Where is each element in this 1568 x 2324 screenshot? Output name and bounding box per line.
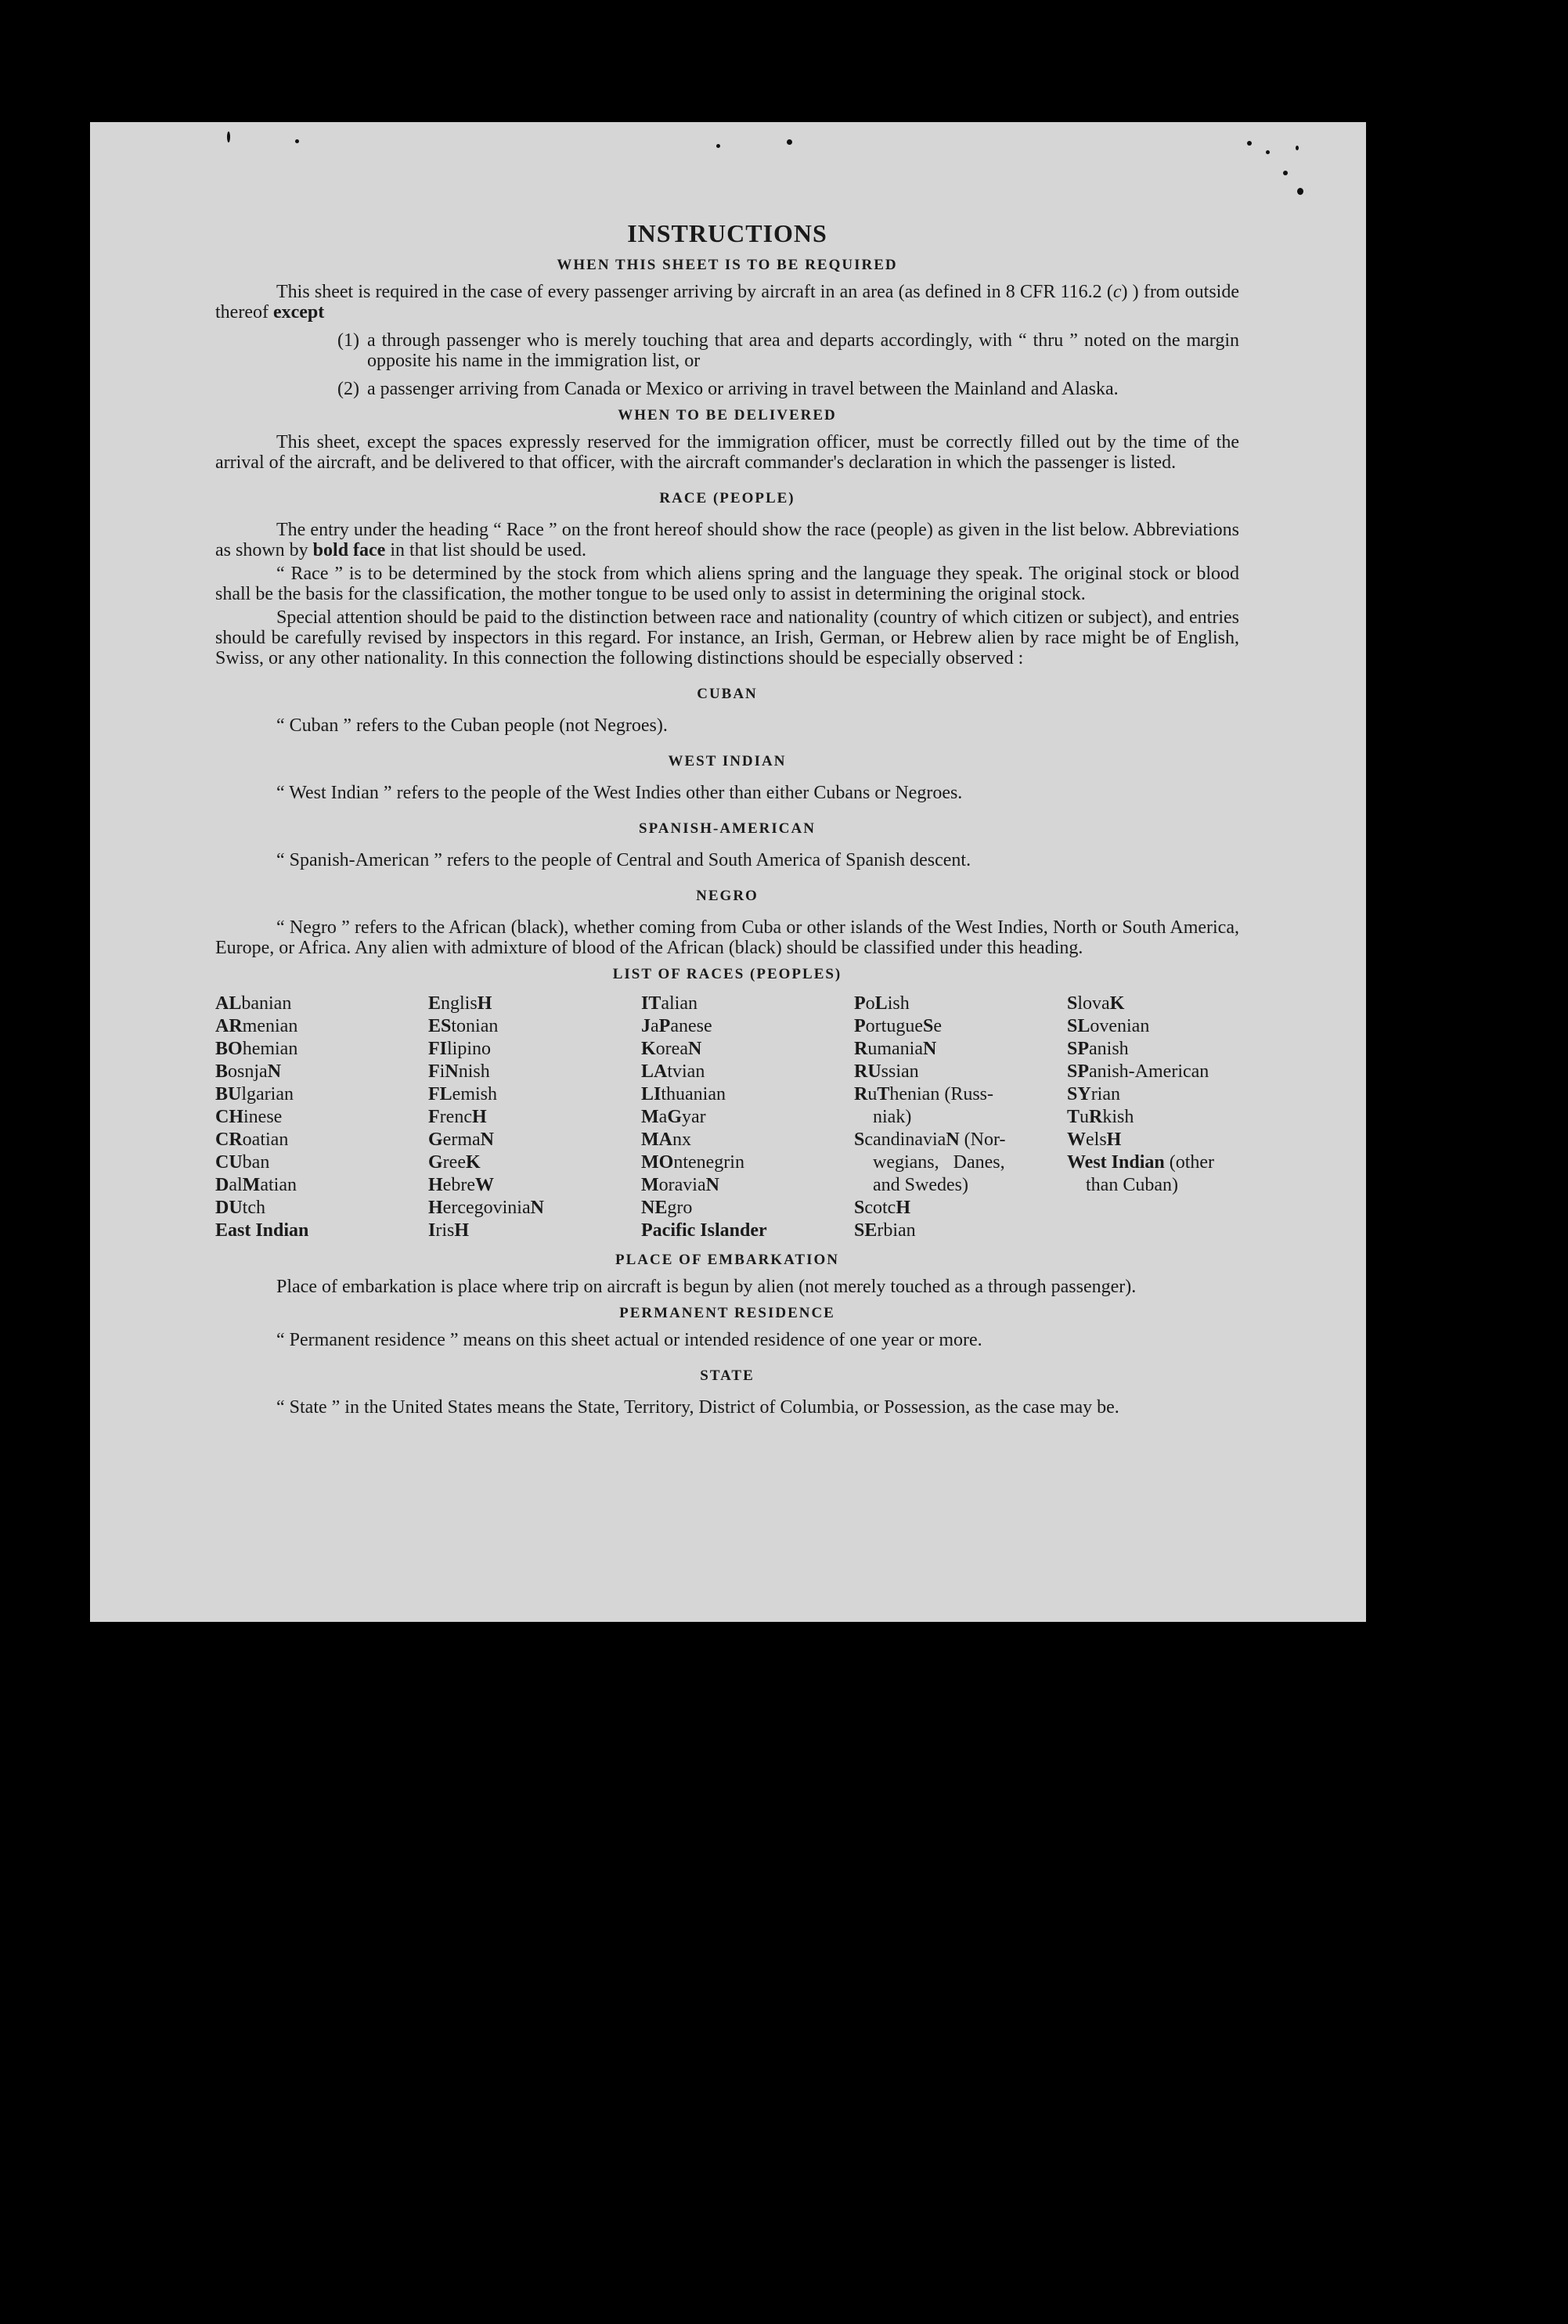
item-number: (1)	[337, 330, 359, 351]
race-entry: MaGyar	[641, 1107, 706, 1127]
ink-speck	[227, 132, 230, 142]
negro-text: “ Negro ” refers to the African (black), whether coming from Cuba or other islands of the West Indies, North or South America, Europe, or Africa. Any alien with admixture of blood of the African (black) should be classified under this heading.	[215, 917, 1239, 958]
race-entry: MAnx	[641, 1130, 691, 1150]
race-entry: GermaN	[428, 1130, 494, 1150]
race-paragraph-2: “ Race ” is to be determined by the stock from which aliens spring and the language they speak. The original stock or blood shall be the basis for the classification, the mother tongue to be used only to assist in determining the original stock.	[215, 564, 1239, 604]
race-entry: FiNnish	[428, 1061, 490, 1082]
race-entry: FLemish	[428, 1084, 497, 1104]
spanish-american-text: “ Spanish-American ” refers to the people of Central and South America of Spanish descent.	[276, 850, 971, 870]
race-entry: LAtvian	[641, 1061, 705, 1082]
race-entry: BosnjaN	[215, 1061, 282, 1082]
race-entry: IrisH	[428, 1220, 470, 1241]
race-entry: JaPanese	[641, 1016, 712, 1036]
race-entry: ScotcH	[854, 1198, 911, 1218]
race-entry: HebreW	[428, 1175, 494, 1195]
race-entry: ARmenian	[215, 1016, 298, 1036]
races-column	[215, 993, 428, 1242]
when-delivered-text: This sheet, except the spaces expressly reserved for the immigration officer, must be correctly filled out by the time of the arrival of the aircraft, and be delivered to that officer, with the aircraft commander's declaration in which the passenger is listed.	[215, 432, 1239, 473]
race-entry: HercegoviniaN	[428, 1198, 544, 1218]
race-entry-continued: wegians, Danes,	[873, 1152, 1005, 1173]
ink-speck	[716, 144, 720, 148]
heading-spanish-american: SPANISH-AMERICAN	[639, 820, 816, 837]
embarkation-text: Place of embarkation is place where trip on aircraft is begun by alien (not merely touched as a through passenger).	[276, 1277, 1137, 1297]
heading-embarkation: PLACE OF EMBARKATION	[615, 1252, 839, 1268]
race-entry: SlovaK	[1067, 993, 1125, 1014]
race-entry: KoreaN	[641, 1039, 702, 1059]
state-text: “ State ” in the United States means the State, Territory, District of Columbia, or Possession, as the case may be.	[276, 1397, 1119, 1418]
ink-speck	[1266, 150, 1270, 154]
race-entry: West Indian (other	[1067, 1152, 1215, 1173]
race-entry: SErbian	[854, 1220, 916, 1241]
race-entry: FrencH	[428, 1107, 487, 1127]
races-column	[854, 993, 1067, 1242]
race-entry: BOhemian	[215, 1039, 298, 1059]
heading-state: STATE	[700, 1367, 755, 1384]
race-entry: LIthuanian	[641, 1084, 726, 1104]
race-entry: SLovenian	[1067, 1016, 1150, 1036]
exception-item-1	[337, 330, 1239, 371]
race-paragraph-1: The entry under the heading “ Race ” on the front hereof should show the race (people) as given in the list below. Abbreviations as shown by bold face in that list should be used.	[215, 520, 1239, 560]
race-entry: GreeK	[428, 1152, 481, 1173]
race-entry: WelsH	[1067, 1130, 1122, 1150]
race-entry: RUssian	[854, 1061, 919, 1082]
race-entry: ScandinaviaN (Nor-	[854, 1130, 1006, 1150]
ink-speck	[295, 139, 299, 143]
race-entry: SPanish	[1067, 1039, 1129, 1059]
cuban-text: “ Cuban ” refers to the Cuban people (not Negroes).	[276, 715, 668, 736]
race-entry: EStonian	[428, 1016, 499, 1036]
race-entry: RumaniaN	[854, 1039, 937, 1059]
race-entry: SYrian	[1067, 1084, 1120, 1104]
heading-when-required: WHEN THIS SHEET IS TO BE REQUIRED	[557, 257, 898, 273]
race-entry: CRoatian	[215, 1130, 289, 1150]
document-page	[90, 122, 1366, 1622]
race-entry: Pacific Islander	[641, 1220, 767, 1241]
race-entry: MoraviaN	[641, 1175, 719, 1195]
ink-speck	[1247, 141, 1252, 146]
race-entry: PortugueSe	[854, 1016, 942, 1036]
item-text: a passenger arriving from Canada or Mexico or arriving in travel between the Mainland and Alaska.	[367, 379, 1119, 399]
heading-list-of-races: LIST OF RACES (PEOPLES)	[612, 966, 842, 982]
races-column	[428, 993, 641, 1242]
race-paragraph-3: Special attention should be paid to the distinction between race and nationality (country of which citizen or subject), and entries should be carefully revised by inspectors in this regard. For instance, an Irish, German, or Hebrew alien by race might be of English, Swiss, or any other nationality. In this connection the following distinctions should be especially observed :	[215, 607, 1239, 668]
permanent-residence-text: “ Permanent residence ” means on this sheet actual or intended residence of one year or more.	[276, 1330, 982, 1350]
when-required-intro: This sheet is required in the case of every passenger arriving by aircraft in an area (as defined in 8 CFR 116.2 (c) ) from outside thereof except	[215, 282, 1239, 322]
races-column	[1067, 993, 1239, 1242]
race-entry: CHinese	[215, 1107, 283, 1127]
race-entry-continued: than Cuban)	[1086, 1175, 1178, 1195]
heading-cuban: CUBAN	[697, 686, 758, 702]
ink-speck	[787, 139, 792, 145]
heading-west-indian: WEST INDIAN	[668, 753, 787, 769]
heading-race: RACE (PEOPLE)	[659, 490, 795, 506]
item-number: (2)	[337, 379, 359, 399]
race-entry: FIlipino	[428, 1039, 492, 1059]
race-entry: ITalian	[641, 993, 697, 1014]
race-entry: EnglisH	[428, 993, 492, 1014]
ink-speck	[1296, 146, 1299, 150]
race-entry: RuThenian (Russ-	[854, 1084, 994, 1104]
race-entry-continued: and Swedes)	[873, 1175, 968, 1195]
race-entry: SPanish-American	[1067, 1061, 1209, 1082]
item-text: a through passenger who is merely touching that area and departs accordingly, with “ thru ” noted on the margin opposite his name in the immigration list, or	[367, 330, 1239, 371]
race-entry: NEgro	[641, 1198, 693, 1218]
race-entry: BUlgarian	[215, 1084, 294, 1104]
race-entry: MOntenegrin	[641, 1152, 744, 1173]
race-entry: CUban	[215, 1152, 270, 1173]
race-entry: TuRkish	[1067, 1107, 1134, 1127]
race-entry: DUtch	[215, 1198, 265, 1218]
races-column	[641, 993, 854, 1242]
west-indian-text: “ West Indian ” refers to the people of the West Indies other than either Cubans or Negroes.	[276, 783, 963, 803]
races-table	[215, 993, 1239, 1242]
heading-when-delivered: WHEN TO BE DELIVERED	[618, 407, 837, 423]
exception-item-2	[337, 379, 1239, 399]
race-entry: DalMatian	[215, 1175, 297, 1195]
race-entry: East Indian	[215, 1220, 309, 1241]
heading-negro: NEGRO	[696, 888, 759, 904]
race-entry-continued: niak)	[873, 1107, 912, 1127]
ink-speck	[1297, 188, 1303, 195]
ink-speck	[1283, 171, 1288, 175]
heading-permanent-residence: PERMANENT RESIDENCE	[619, 1305, 835, 1321]
page-title: INSTRUCTIONS	[627, 219, 827, 247]
instructions-body	[215, 219, 1239, 1418]
race-entry: PoLish	[854, 993, 910, 1014]
race-entry: ALbanian	[215, 993, 292, 1014]
